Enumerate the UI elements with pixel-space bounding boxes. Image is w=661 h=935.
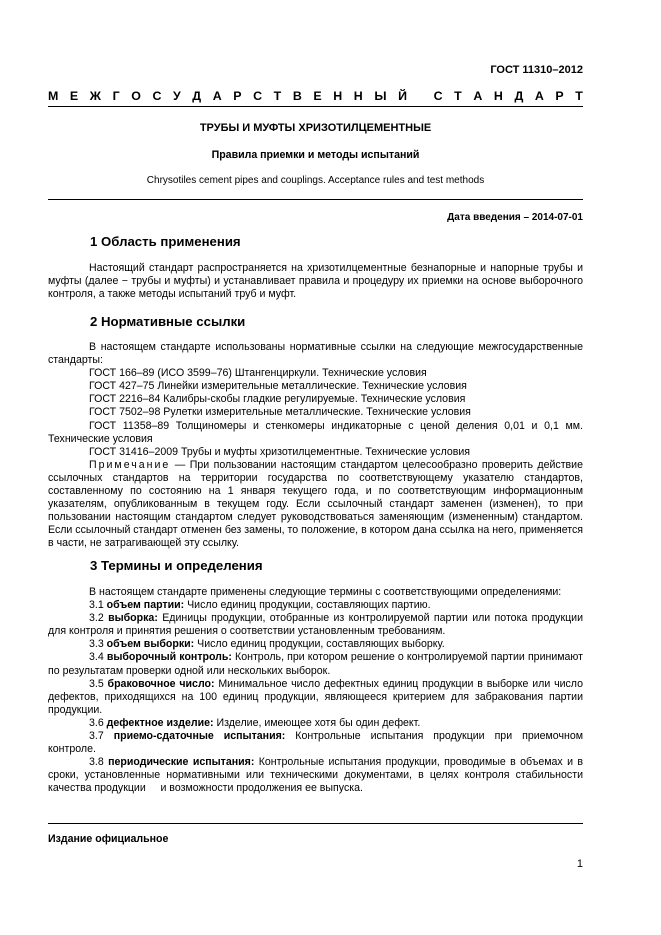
term-definition: 3.2 выборка: Единицы продукции, отобранные из контролируемой партии или потока продукции для контроля и принятия решения о соответствии установленным требованиям.: [48, 612, 583, 638]
standard-type-letter: Р: [233, 89, 242, 103]
standard-type-letter: А: [212, 89, 222, 103]
word-gap: [419, 90, 422, 103]
term-definition: 3.6 дефектное изделие: Изделие, имеющее хотя бы один дефект.: [89, 716, 421, 729]
term-name: выборка:: [108, 612, 158, 625]
term-name: приемо-сдаточные испытания:: [113, 730, 286, 743]
document-title: ТРУБЫ И МУФТЫ ХРИЗОТИЛЦЕМЕНТНЫЕ: [199, 122, 432, 134]
effective-date: Дата введения – 2014-07-01: [447, 212, 583, 223]
standard-type-letter: Е: [313, 89, 322, 103]
standard-type-letter: Ж: [89, 89, 101, 103]
ref-item: ГОСТ 31416–2009 Трубы и муфты хризотилцементные. Технические условия: [89, 445, 471, 458]
standard-type-letter: Ы: [374, 89, 387, 103]
footer-rule: [48, 823, 583, 824]
term-name: выборочный контроль:: [106, 651, 232, 664]
standard-type-letter: Т: [454, 89, 462, 103]
note-label: Примечание: [89, 458, 171, 471]
normative-note: [48, 459, 583, 551]
standard-type-letter: Н: [493, 89, 503, 103]
term-name: браковочное число:: [107, 677, 215, 690]
term-definition: 3.7 приемо-сдаточные испытания: Контрольные испытания продукции при приемочном контроле.: [48, 730, 584, 756]
standard-type-letter: С: [433, 89, 443, 103]
term-name: объем партии:: [106, 599, 185, 612]
section-1-text: Настоящий стандарт распространяется на хризотилцементные безнапорные и напорные трубы и муфты (далее − трубы и муфты) и устанавливает правила и процедуру их приемки на основе выборочного контроля, а также методы испытаний труб и муфт.: [48, 262, 583, 301]
section-3-heading: 3 Термины и определения: [90, 558, 263, 573]
title-rule: [48, 199, 583, 200]
standard-type-letter: В: [292, 89, 302, 103]
term-name: объем выборки:: [106, 638, 195, 651]
standard-type-letter: Г: [112, 89, 120, 103]
term-definition: 3.5 браковочное число: Минимальное число дефектных единиц продукции в выборке или число дефектов, приходящихся на 100 единиц продукции, являющееся критерием для забракования партии продукции.: [48, 677, 583, 716]
standard-type-letter: Т: [273, 89, 282, 103]
standard-type-letter: Н: [353, 89, 363, 103]
standard-type-letter: Н: [333, 89, 343, 103]
section-2-intro: В настоящем стандарте использованы нормативные ссылки на следующие межгосударственные стандарты:: [48, 341, 583, 367]
edition-label: Издание официальное: [48, 833, 169, 845]
section-2-heading: 2 Нормативные ссылки: [90, 314, 246, 329]
term-definition: 3.8 периодические испытания: Контрольные испытания продукции, проводимые в объемах и в сроки, установленные нормативными или техническими документами, в целях контроля стабильности качества продукции и возможности продолжения ее выпуска.: [48, 756, 586, 795]
standard-type-letter: Д: [192, 89, 202, 103]
standard-type-letter: Р: [555, 89, 564, 103]
term-name: периодические испытания:: [108, 756, 255, 769]
section-2-body: [48, 341, 583, 551]
standard-type-letter: Е: [69, 89, 79, 103]
document-title-english: Chrysotiles cement pipes and couplings. Acceptance rules and test methods: [146, 175, 485, 186]
standard-type-letter: С: [152, 89, 162, 103]
note-text: — При пользовании настоящим стандартом целесообразно проверить действие ссылочных стандартов на территории государства по соответствующему указателю стандартов, составленному по состоянию на 1 января текущего года, и по соответствующим информационным указателям, опубликованным в текущем году. Если ссылочный стандарт заменен (изменен), то при пользовании настоящим стандартом следует руководствоваться заменяющим (измененным) стандартом. Если ссылочный стандарт отменен без замены, то положение, в котором дана ссылка на него, применяется в части, не затрагивающей эту ссылку.: [48, 458, 583, 550]
ref-item: ГОСТ 7502–98 Рулетки измерительные металлические. Технические условия: [89, 406, 471, 419]
standard-type-letter: О: [131, 89, 141, 103]
section-3-intro: В настоящем стандарте применены следующие термины с соответствующими определениями:: [89, 586, 562, 598]
standard-type-line: [48, 90, 583, 103]
standard-type-letter: У: [172, 89, 181, 103]
term-name: дефектное изделие:: [106, 716, 214, 729]
ref-item: ГОСТ 2216–84 Калибры-скобы гладкие регулируемые. Технические условия: [89, 393, 466, 406]
page-number: 1: [576, 858, 583, 870]
term-definition: 3.3 объем выборки: Число единиц продукции, составляющих выборку.: [89, 638, 445, 651]
ref-item: ГОСТ 427–75 Линейки измерительные металлические. Технические условия: [89, 380, 467, 393]
standard-type-letter: Й: [398, 89, 407, 103]
standard-type-letter: Т: [575, 89, 583, 103]
standard-type-letter: С: [253, 89, 263, 103]
standard-type-letter: М: [48, 89, 59, 103]
standard-type-letter: Д: [514, 89, 524, 103]
document-subtitle: Правила приемки и методы испытаний: [211, 149, 420, 161]
ref-item: ГОСТ 166–89 (ИСО 3599–76) Штангенциркули. Технические условия: [89, 367, 427, 380]
standard-type-letter: А: [473, 89, 483, 103]
document-number: ГОСТ 11310–2012: [490, 64, 583, 76]
section-1-heading: 1 Область применения: [90, 234, 241, 249]
standard-type-letter: А: [534, 89, 544, 103]
header-rule: [48, 106, 583, 107]
section-3-body: [48, 586, 586, 796]
term-definition: 3.4 выборочный контроль: Контроль, при котором решение о контролируемой партии принимают по результатам проверки одной или нескольких выборок.: [48, 651, 583, 677]
ref-item: ГОСТ 11358–89 Толщиномеры и стенкомеры индикаторные с ценой деления 0,01 и 0,1 мм. Технические условия: [48, 419, 583, 445]
term-definition: 3.1 объем партии: Число единиц продукции, составляющих партию.: [89, 599, 431, 612]
